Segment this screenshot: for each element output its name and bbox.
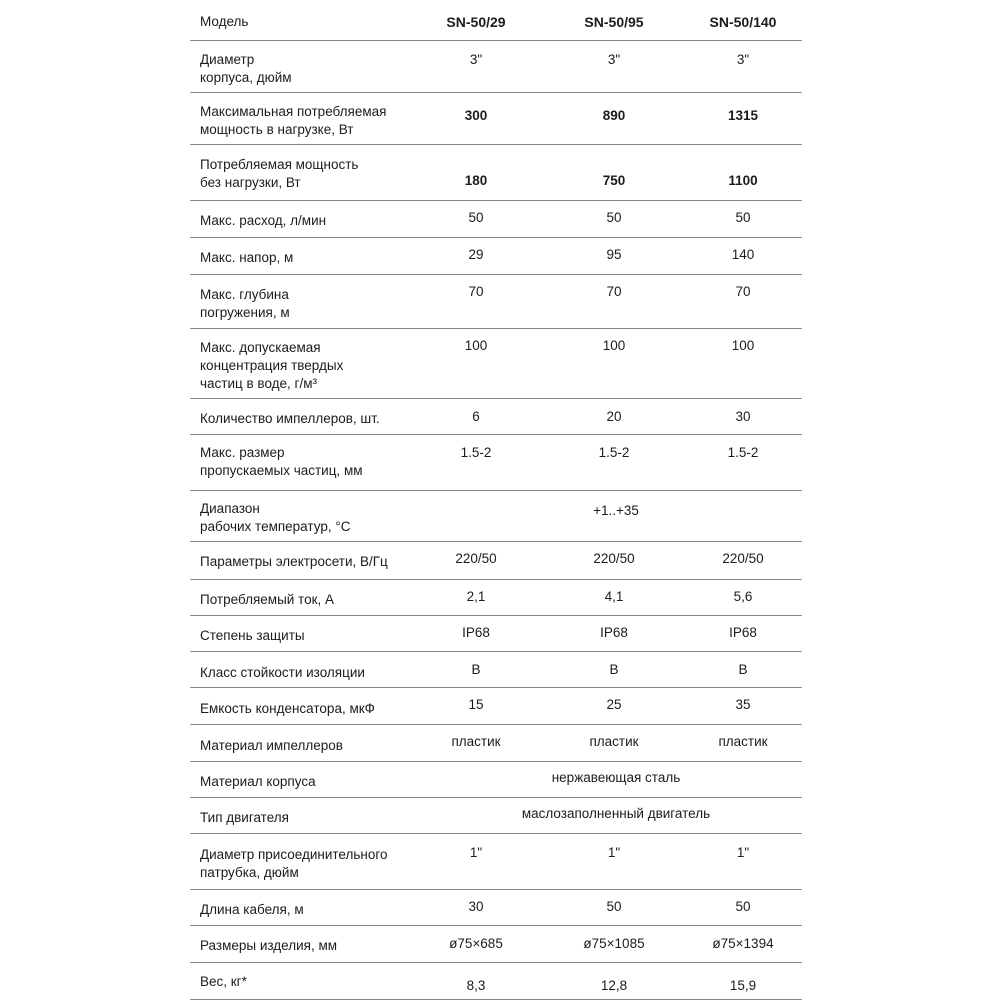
row-value: 50 bbox=[735, 899, 751, 914]
row-label: Макс. размер пропускаемых частиц, мм bbox=[200, 445, 363, 478]
row-value: 50 bbox=[468, 210, 484, 225]
row-value: 50 bbox=[606, 899, 622, 914]
row-value: 70 bbox=[468, 284, 484, 299]
row-value: B bbox=[609, 662, 619, 677]
row-value: 100 bbox=[731, 338, 755, 353]
row-value: 3" bbox=[469, 52, 483, 67]
row-label: Вес, кг* bbox=[200, 974, 247, 989]
row-value: 1" bbox=[469, 845, 483, 860]
row-value: пластик bbox=[718, 734, 768, 749]
row-label: Потребляемый ток, А bbox=[200, 592, 335, 607]
row-value: 1.5-2 bbox=[727, 445, 759, 460]
row-value: 3" bbox=[736, 52, 750, 67]
row-value-span: +1..+35 bbox=[593, 503, 639, 518]
row-value: 890 bbox=[602, 108, 626, 123]
table-row bbox=[190, 963, 802, 1000]
row-label: Максимальная потребляемая мощность в нагрузке, Вт bbox=[200, 104, 387, 137]
row-value: 12,8 bbox=[600, 978, 628, 993]
table-row bbox=[190, 201, 802, 238]
row-label: Макс. напор, м bbox=[200, 250, 294, 265]
row-value: IP68 bbox=[729, 625, 757, 640]
row-value: 50 bbox=[735, 210, 751, 225]
row-value: 750 bbox=[602, 173, 626, 188]
row-value: 100 bbox=[602, 338, 626, 353]
row-value: 6 bbox=[472, 409, 480, 424]
row-value: 220/50 bbox=[722, 551, 764, 566]
model-name: SN-50/95 bbox=[584, 14, 644, 30]
row-label: Диапазон рабочих температур, °С bbox=[200, 501, 351, 534]
table-row bbox=[190, 762, 802, 798]
table-row bbox=[190, 275, 802, 329]
row-label: Параметры электросети, В/Гц bbox=[200, 554, 388, 569]
row-label: Диаметр присоединительного патрубка, дюйм bbox=[200, 847, 388, 880]
row-value: ø75×1394 bbox=[712, 936, 774, 951]
row-label: Емкость конденсатора, мкФ bbox=[200, 701, 375, 716]
row-label: Макс. расход, л/мин bbox=[200, 213, 327, 228]
row-value: пластик bbox=[589, 734, 639, 749]
row-label: Макс. глубина погружения, м bbox=[200, 287, 290, 320]
row-value: 5,6 bbox=[733, 589, 753, 604]
row-label: Макс. допускаемая концентрация твердых частиц в воде, г/м³ bbox=[200, 340, 344, 391]
row-value: 1" bbox=[607, 845, 621, 860]
table-row bbox=[190, 890, 802, 926]
row-value: 220/50 bbox=[593, 551, 635, 566]
row-value: 95 bbox=[606, 247, 622, 262]
table-row bbox=[190, 145, 802, 201]
row-value: 29 bbox=[468, 247, 484, 262]
table-row bbox=[190, 238, 802, 275]
row-value: B bbox=[738, 662, 748, 677]
row-value: 70 bbox=[735, 284, 751, 299]
row-value: пластик bbox=[451, 734, 501, 749]
table-row bbox=[190, 41, 802, 93]
model-name: SN-50/140 bbox=[709, 14, 777, 30]
row-value: 3" bbox=[607, 52, 621, 67]
row-value: 180 bbox=[464, 173, 488, 188]
table-row bbox=[190, 491, 802, 542]
row-label: Длина кабеля, м bbox=[200, 902, 304, 917]
row-value: 30 bbox=[735, 409, 751, 424]
table-row bbox=[190, 652, 802, 688]
table-row bbox=[190, 542, 802, 580]
table-row bbox=[190, 435, 802, 491]
row-value: 35 bbox=[735, 697, 751, 712]
table-row bbox=[190, 688, 802, 725]
row-value: 8,3 bbox=[466, 978, 486, 993]
row-value: 50 bbox=[606, 210, 622, 225]
row-label: Степень защиты bbox=[200, 628, 305, 643]
row-label: Потребляемая мощность без нагрузки, Вт bbox=[200, 157, 359, 190]
row-value: 1" bbox=[736, 845, 750, 860]
row-value: 220/50 bbox=[455, 551, 497, 566]
row-value: 4,1 bbox=[604, 589, 624, 604]
row-value-span: маслозаполненный двигатель bbox=[521, 806, 711, 821]
row-value: 15 bbox=[468, 697, 484, 712]
row-label: Тип двигателя bbox=[200, 810, 289, 825]
row-value: B bbox=[471, 662, 481, 677]
row-label: Диаметр корпуса, дюйм bbox=[200, 52, 292, 85]
table-row bbox=[190, 616, 802, 652]
table-row bbox=[190, 399, 802, 435]
row-value: 30 bbox=[468, 899, 484, 914]
row-label: Материал корпуса bbox=[200, 774, 316, 789]
spec-table bbox=[190, 0, 802, 1000]
row-value: 140 bbox=[731, 247, 755, 262]
row-value: 1.5-2 bbox=[460, 445, 492, 460]
table-row bbox=[190, 926, 802, 963]
row-label: Размеры изделия, мм bbox=[200, 938, 338, 953]
row-value: ø75×685 bbox=[449, 936, 503, 951]
row-value: ø75×1085 bbox=[583, 936, 645, 951]
row-value: 300 bbox=[464, 108, 488, 123]
row-label: Класс стойкости изоляции bbox=[200, 665, 365, 680]
model-name: SN-50/29 bbox=[446, 14, 506, 30]
table-row bbox=[190, 93, 802, 145]
table-row bbox=[190, 798, 802, 834]
row-label: Количество импеллеров, шт. bbox=[200, 411, 380, 426]
table-row bbox=[190, 725, 802, 762]
table-row bbox=[190, 834, 802, 890]
table-row bbox=[190, 329, 802, 399]
header-row bbox=[190, 0, 802, 41]
table-row bbox=[190, 580, 802, 616]
row-value: 1315 bbox=[727, 108, 759, 123]
row-value: 70 bbox=[606, 284, 622, 299]
row-value-span: нержавеющая сталь bbox=[551, 770, 681, 785]
row-value: 2,1 bbox=[466, 589, 486, 604]
row-value: 15,9 bbox=[729, 978, 757, 993]
row-value: IP68 bbox=[462, 625, 490, 640]
row-value: 25 bbox=[606, 697, 622, 712]
row-value: 1.5-2 bbox=[598, 445, 630, 460]
row-value: 1100 bbox=[728, 173, 758, 188]
row-label: Материал импеллеров bbox=[200, 738, 343, 753]
row-value: 100 bbox=[464, 338, 488, 353]
row-value: IP68 bbox=[600, 625, 628, 640]
row-value: 20 bbox=[606, 409, 622, 424]
header-label: Модель bbox=[200, 14, 249, 29]
